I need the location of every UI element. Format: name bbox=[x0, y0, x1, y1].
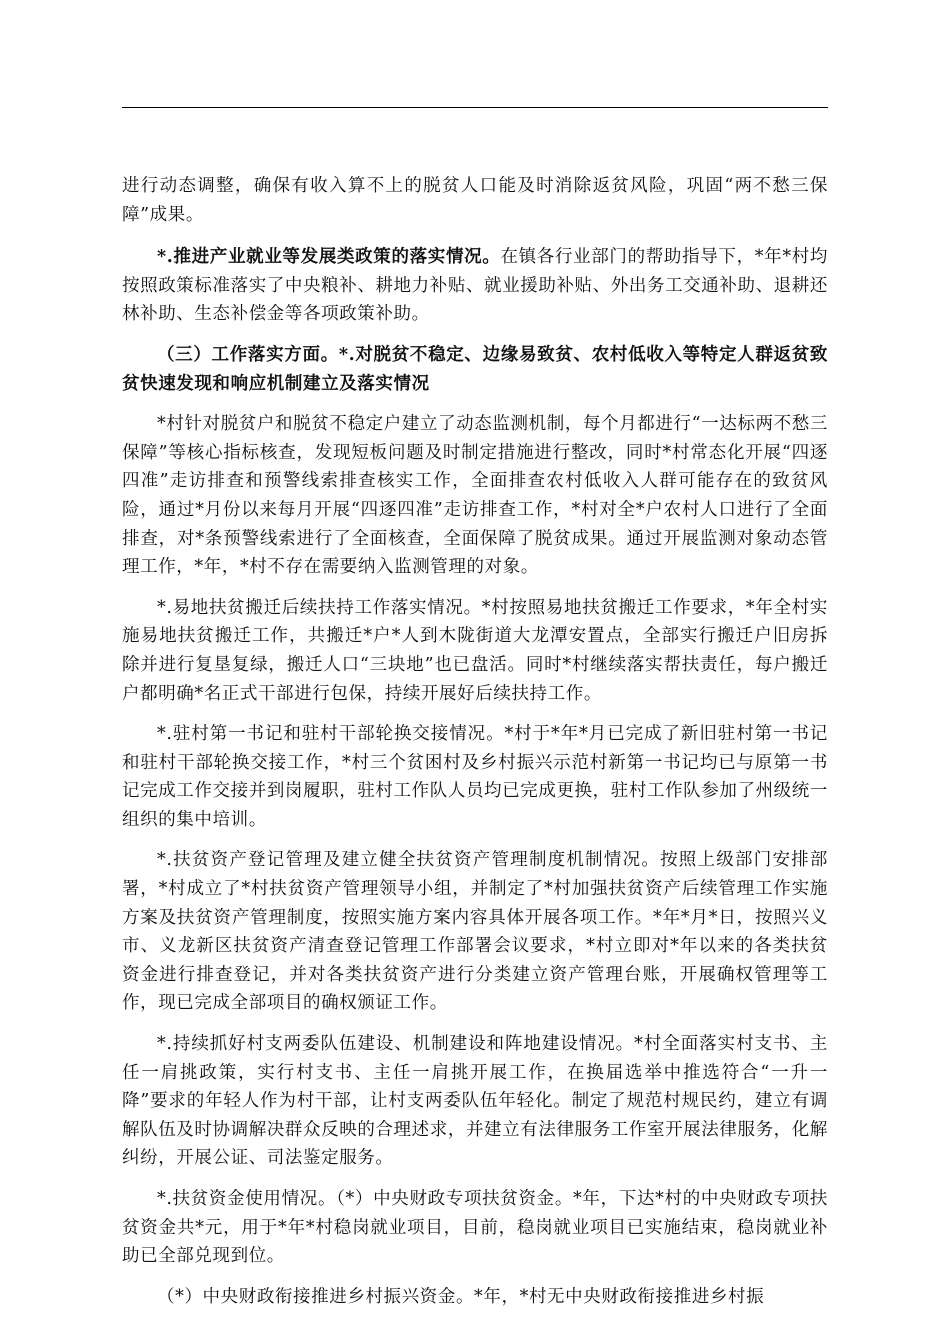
paragraph-relocation bbox=[122, 594, 828, 708]
header-rule bbox=[122, 107, 828, 108]
paragraph-text: *.扶贫资产登记管理及建立健全扶贫资产管理制度机制情况。按照上级部门安排部署，*村成立了*村扶贫资产管理领导小组，并制定了*村加强扶贫资产后续管理工作实施方案及扶贫资产管理制度，按照实施方案内容具体开展各项工作。*年*月*日，按照兴义市、义龙新区扶贫资产清查登记管理工作部署会议要求，*村立即对*年以来的各类扶贫资金进行排查登记，并对各类扶贫资产进行分类建立资产管理台账，开展确权管理等工作，现已完成全部项目的确权颁证工作。 bbox=[122, 850, 828, 1014]
paragraph-continuation bbox=[122, 172, 828, 229]
paragraph-monitoring-mechanism bbox=[122, 410, 828, 582]
paragraph-first-secretary bbox=[122, 720, 828, 834]
paragraph-lead: *.推进产业就业等发展类政策的落实情况。 bbox=[157, 247, 501, 268]
paragraph-funds-usage bbox=[122, 1185, 828, 1271]
paragraph-text: *.易地扶贫搬迁后续扶持工作落实情况。*村按照易地扶贫搬迁工作要求，*年全村实施易地扶贫搬迁工作，共搬迁*户*人到木陇街道大龙潭安置点，全部实行搬迁户旧房拆除并进行复垦复绿，搬迁人口“三块地”也已盘活。同时*村继续落实帮扶责任，每户搬迁户都明确*名正式干部进行包保，持续开展好后续扶持工作。 bbox=[122, 597, 828, 704]
section-heading-text: （三）工作落实方面。*.对脱贫不稳定、边缘易致贫、农村低收入等特定人群返贫致贫快速发现和响应机制建立及落实情况 bbox=[122, 344, 828, 394]
paragraph-text: *村针对脱贫户和脱贫不稳定户建立了动态监测机制，每个月都进行“一达标两不愁三保障”等核心指标核查，发现短板问题及时制定措施进行整改，同时*村常态化开展“四逐四准”走访排查和预警线索排查核实工作，全面排查农村低收入人群可能存在的致贫风险，通过*月份以来每月开展“四逐四准”走访排查工作，*村对全*户农村人口进行了全面排查，对*条预警线索进行了全面核查，全面保障了脱贫成果。通过开展监测对象动态管理工作，*年，*村不存在需要纳入监测管理的对象。 bbox=[122, 414, 828, 578]
paragraph-village-committee bbox=[122, 1030, 828, 1173]
paragraph-text: *.驻村第一书记和驻村干部轮换交接情况。*村于*年*月已完成了新旧驻村第一书记和驻村干部轮换交接工作，*村三个贫困村及乡村振兴示范村新第一书记均已与原第一书记完成工作交接并到岗履职，驻村工作队人员均已完成更换，驻村工作队参加了州级统一组织的集中培训。 bbox=[122, 724, 828, 830]
paragraph-poverty-assets bbox=[122, 846, 828, 1018]
paragraph-central-funds bbox=[122, 1283, 828, 1312]
document-body bbox=[122, 172, 828, 1323]
paragraph-text: 进行动态调整，确保有收入算不上的脱贫人口能及时消除返贫风险，巩固“两不愁三保障”成果。 bbox=[122, 176, 828, 225]
paragraph-text: 在镇各行业部门的帮助指导下，*年*村均按照政策标准落实了中央粮补、耕地力补贴、就业援助补贴、外出务工交通补助、退耕还林补助、生态补偿金等各项政策补助。 bbox=[122, 247, 828, 325]
paragraph-text: *.扶贫资金使用情况。（*）中央财政专项扶贫资金。*年，下达*村的中央财政专项扶贫资金共*元，用于*年*村稳岗就业项目，目前，稳岗就业项目已实施结束，稳岗就业补助已全部兑现到位。 bbox=[122, 1189, 828, 1267]
section-heading-work-implementation bbox=[122, 341, 828, 398]
paragraph-industry-employment bbox=[122, 243, 828, 329]
paragraph-text: *.持续抓好村支两委队伍建设、机制建设和阵地建设情况。*村全面落实村支书、主任一肩挑政策，实行村支书、主任一肩挑开展工作，在换届选举中推选符合“一升一降”要求的年轻人作为村干部，让村支两委队伍年轻化。制定了规范村规民约，建立有调解队伍及时协调解决群众反映的合理述求，并建立有法律服务工作室开展法律服务，化解纠纷，开展公证、司法鉴定服务。 bbox=[122, 1034, 828, 1169]
paragraph-text: （*）中央财政衔接推进乡村振兴资金。*年，*村无中央财政衔接推进乡村振 bbox=[157, 1286, 765, 1307]
